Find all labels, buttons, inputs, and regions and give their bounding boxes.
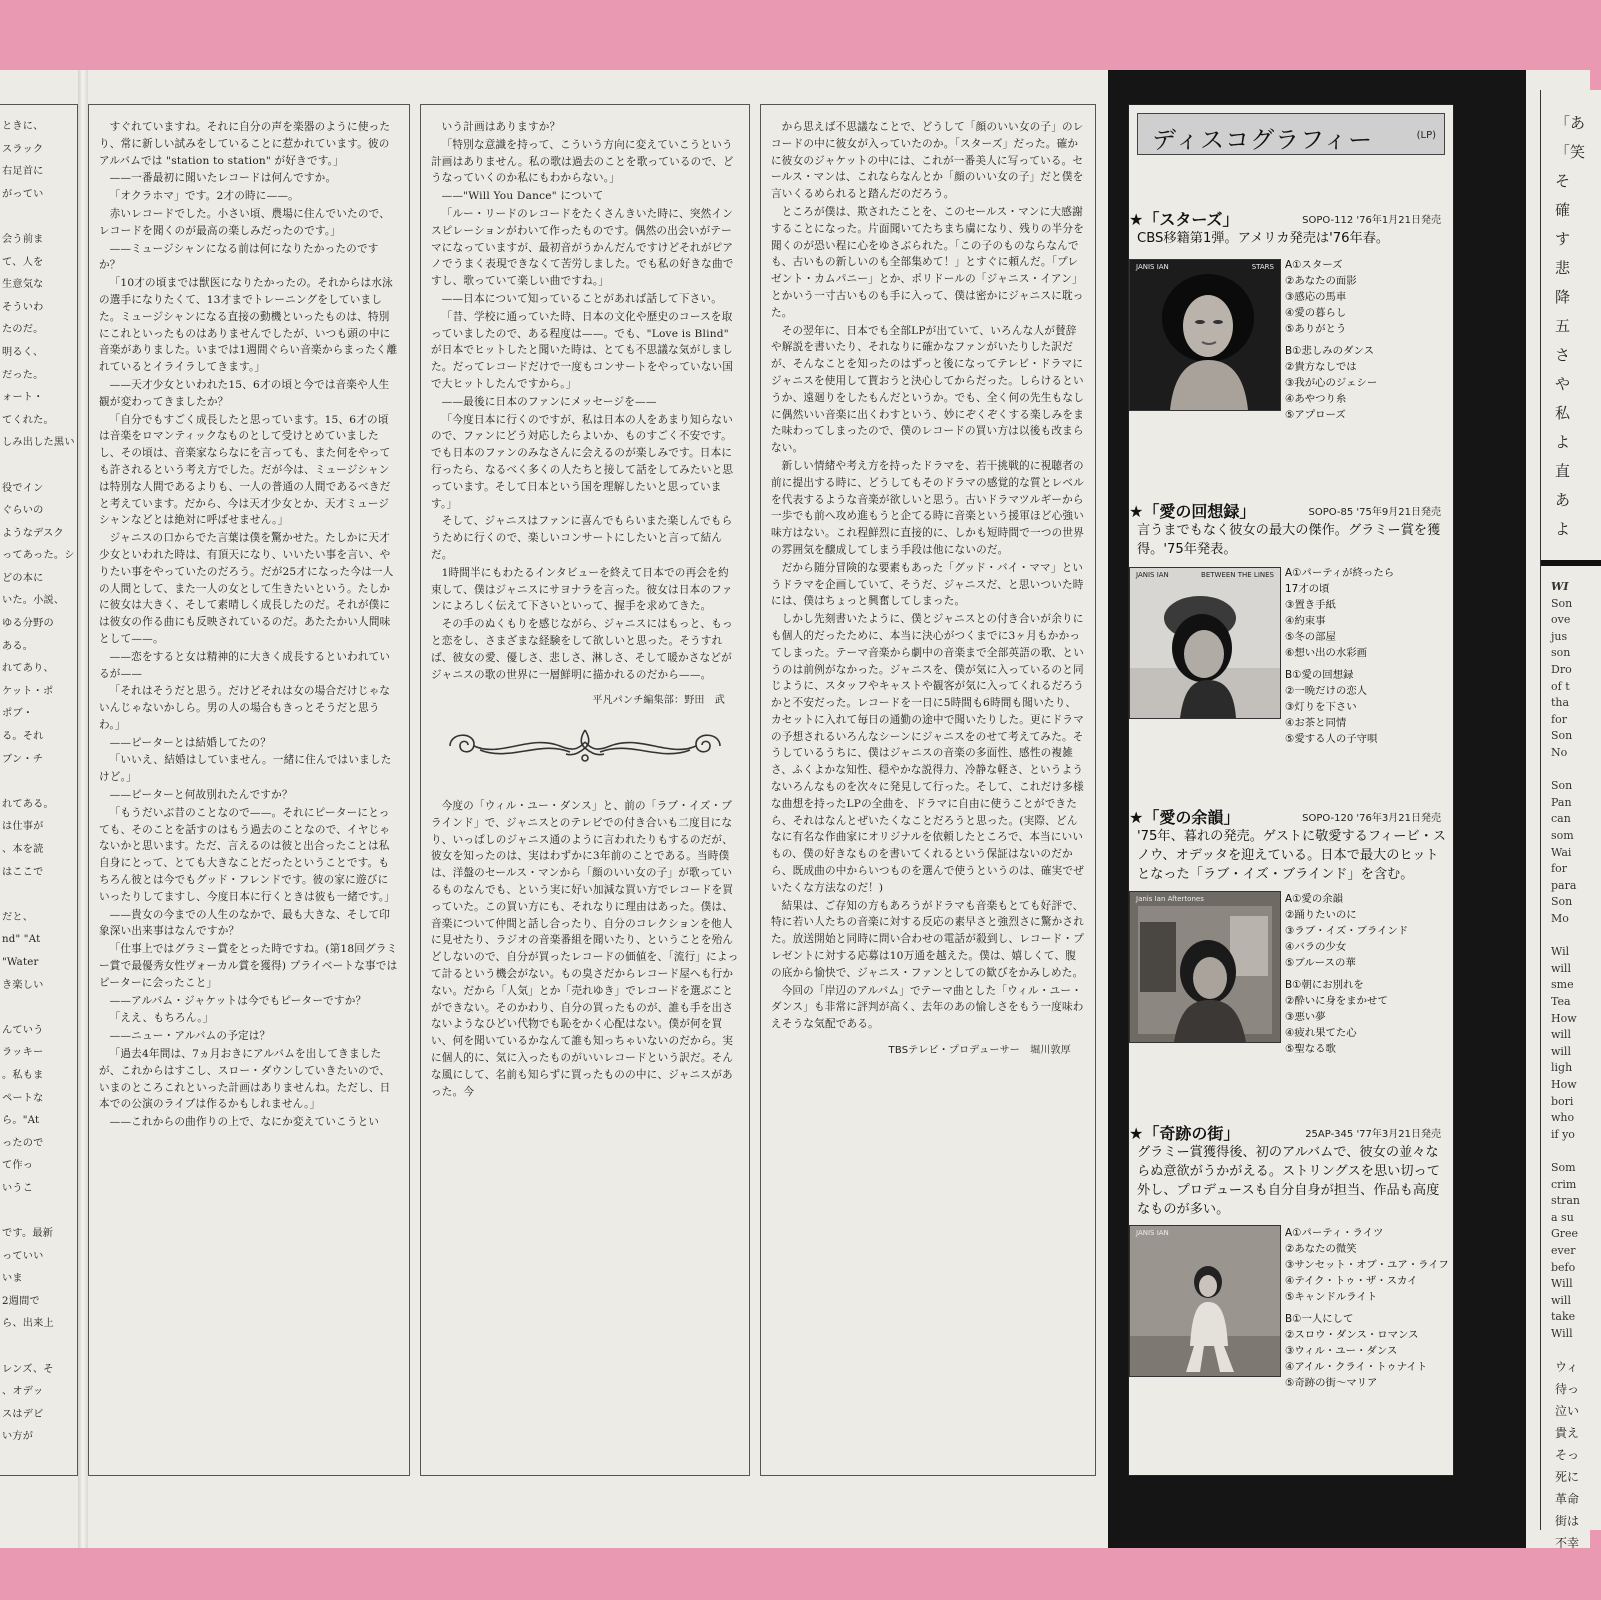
right-lyric-fragment: for [1551,712,1567,726]
track-item: ②踊りたいのに [1285,909,1357,921]
right-lyric-fragment: ove [1551,613,1571,627]
discography-panel [1128,104,1454,1476]
album-description: CBS移籍第1弾。アメリカ発売は'76年春。 [1137,231,1390,246]
album-cover-aftertones [1129,891,1281,1043]
track-item: A①スターズ [1285,259,1343,271]
side-b [1285,1311,1449,1391]
track-item: ④バラの少女 [1285,941,1347,953]
interview-paragraph: その手のぬくもりを感じながら、ジャニスにはもっと、もっと恋をし、さまざまな経験をして欲しいと思った。そうすれば、彼女の愛、優しさ、悲しさ、淋しさ、そして暖かさなどがジャニスの歌の世界に一層鮮明に描かれるのだから——。 [431,618,733,681]
track-item: ⑤ありがとう [1285,323,1347,335]
cover-label: Janis Ian Aftertones [1136,895,1204,903]
interview-paragraph: ——日本について知っていることがあれば話して下さい。 [441,292,723,305]
right-lyric-fragment: will [1551,1044,1571,1058]
text-fragment: 、オデッ [2,1386,44,1398]
track-item: B①朝にお別れを [1285,979,1364,991]
text-fragment: 右足首に [2,166,44,178]
right-lyric-fragment: Will [1551,1277,1573,1291]
text-fragment: ときに、 [2,121,44,132]
track-item: ④愛の暮らし [1285,307,1347,319]
track-item: B①愛の回想録 [1285,669,1354,681]
right-lyric-fragment: son [1551,646,1571,660]
text-fragment: 。私もま [2,1069,44,1081]
track-item: ⑤聖なる歌 [1285,1043,1336,1055]
right-lyric-fragment: Wai [1551,845,1572,859]
text-fragment: いうこ [2,1182,34,1194]
essay-paragraph: から思えば不思議なことで、どうして「顔のいい女の子」のレコードの中に彼女が入っていたのか。「スターズ」だった。確かに彼女のジャケットの中には、これが一番美人に写っている。セールス・マンは、これならなんとか「顔のいい女の子」だと僕を言いくるめられると踏んだのだろう。 [771,121,1084,201]
text-fragment [2,887,67,910]
interview-paragraph: ——ニュー・アルバムの予定は？ [109,1030,271,1043]
right-lyric-fragment: Gree [1551,1227,1579,1241]
text-fragment: ったので [2,1137,44,1149]
text-fragment: ペートな [2,1092,44,1104]
text-fragment: き楽しい [2,979,44,991]
interview-paragraph: すぐれていますね。それに自分の声を楽器のように使ったり、常に新しい試みをしていることに惹かれています。彼のアルバムでは "station to station" が好きです。」 [99,121,391,167]
column-3-signature: TBSテレビ・プロデューサー 堀川敦厚 [888,1045,1071,1057]
text-fragment: どの本に [2,572,44,584]
essay-paragraph: 結果は、ご存知の方もあろうがドラマも音楽もとても好評で、特に若い人たちの音楽に対する反応の素早さと強烈さに驚かされた。放送開始と同時に問い合わせの電話が殺到し、レコード・プレゼントに対する応募は10万通を越えた。僕は、嬉しくて、腹の底から愉快で、ジャニス・ファンとしての歓びをかみしめた。 [771,899,1085,979]
track-item: ③ラブ・イズ・ブラインド [1285,925,1409,937]
album-entry [1129,499,1455,829]
text-fragment: い方が [2,1431,34,1443]
text-fragment: 、本を読 [2,844,44,855]
right-lyric-fragment: a su [1551,1210,1574,1224]
right-lyric-fragment: who [1551,1111,1575,1125]
text-fragment: ケット・ポ [2,685,54,697]
right-lyric-fragment: tha [1551,696,1570,710]
text-fragment [2,1204,67,1227]
right-lyric-fragment: stran [1551,1194,1580,1208]
text-fragment: スラック [2,143,44,155]
text-fragment [2,209,67,232]
right-lyric-fragment: sme [1551,978,1574,992]
interview-paragraph: 「10才の頃までは獣医になりたかったの。それからは水泳の選手になりたくて、13才までトレーニングをしていました。ミュージシャンになる直接の動機といったものは、特別にこれといったものはありませんでしたが、いつも頭の中に音楽がありました。いまでは1週間ぐらい音楽からまったく離れているとイライラしてきます。」 [99,277,398,374]
right-lyric-fragment: bori [1551,1094,1574,1108]
album-cover-between-the-lines [1129,567,1281,719]
track-item: A①パーティ・ライツ [1285,1227,1384,1239]
right-lyric-fragment: ligh [1551,1061,1573,1075]
right-lyric-fragment: will [1551,1293,1571,1307]
album-cover-stars [1129,259,1281,411]
text-fragment: 役でイン [2,482,44,494]
page-fold [78,70,88,1548]
right-lyric-fragment: Wil [1551,945,1570,959]
text-fragment: て、人を [2,256,44,268]
right-text-fragment: 革命 [1555,1492,1580,1506]
track-item: ⑤奇跡の街～マリア [1285,1377,1378,1389]
right-lyric-fragment: take [1551,1310,1576,1324]
essay-paragraph: 今度の「ウィル・ユー・ダンス」と、前の「ラブ・イズ・ブラインド」で、ジャニスとのテレビでの付き合いも二度目になり、いっぱしのジャニス通のように言われたりもするのだが、彼女を知ったのは、実はわずかに3年前のことである。当時僕は、洋盤のセールス・マンから「顔のいい女の子」が歌っているものなんでも、という実に好い加減な買い方でレコードを買っていた。この買い方にも、それなりに理由はあった。僕は、音楽について仲間と話し合ったり、自分のコレクションを他人に見せたり、ラジオの音楽番組を聞いたり、ということを殆んどしないので、自分が買ったレコードの価値を、「流行」によって計るという機会がない。もの臭さだからレコード屋へも行かない。だから「人気」とか「売れゆき」でレコードを選ぶことができない。そのかわり、自分の買ったものが、誰も手を出さないようなひどい代物でも恥をかく心配はない。僕が何を買い、何を聞いているかなんて誰も知っちゃいないのだから。実に個人的に、気に入ったものがいいレコードという訳だ。そんな風にして、名前も知らずに買ったものの中に、ジャニスがあった。今 [431,800,739,1098]
interview-paragraph: 「仕事上ではグラミー賞をとった時ですね。(第18回グラミー賞で最優秀女性ヴォーカル賞を獲得) プライベートな事ではピーターに会ったこと」 [99,943,398,989]
track-item: ④テイク・トゥ・ザ・スカイ [1285,1275,1418,1287]
track-item: ②貴方なしでは [1285,361,1357,373]
portrait-image-icon [1130,260,1280,410]
text-fragment: ら。"At [2,1115,40,1127]
album-entry [1129,1121,1455,1471]
text-fragment: ラッキー [2,1047,44,1059]
side-a [1285,257,1377,337]
right-text-fragment: 泣い [1555,1404,1580,1418]
left-column-fragment [0,104,78,1476]
interview-paragraph: 「今度日本に行くのですが、私は日本の人をあまり知らないので、ファンにどう対応したらよいか、ものすごく不安です。でも日本のファンのみなさんに会えるのが楽しみです。日本に行ったら、なるべく多くの人たちと接して話をしてみたいと思っています。そして日本という国を理解したいと思っています。」 [431,413,734,510]
track-item: ④あやつり糸 [1285,393,1347,405]
track-item: ⑥想い出の水彩画 [1285,647,1368,659]
right-lyric-fragment: Son [1551,779,1573,793]
right-lyric-fragment: crim [1551,1177,1577,1191]
text-fragment [2,458,67,481]
tracklist [1285,565,1394,747]
track-item: A①愛の余韻 [1285,893,1343,905]
interview-paragraph: ——これからの曲作りの上で、なにか変えていこうとい [109,1116,380,1129]
right-text-fragment: さ [1555,346,1571,364]
right-text-fragment: 確 [1555,201,1571,219]
track-item: ④お茶と同情 [1285,717,1347,729]
text-fragment: ある。 [2,640,34,652]
album-entry [1129,805,1455,1135]
text-fragment: だと、 [2,911,34,923]
interview-paragraph: いう計画はありますか？ [441,121,561,133]
interview-paragraph: ——最後に日本のファンにメッセージを—— [441,395,657,408]
right-lyric-fragment: para [1551,878,1577,892]
discography-title: ディスコグラフィー [1152,126,1374,154]
text-fragment: 会う前ま [2,233,44,245]
interview-column-2 [420,104,750,1476]
essay-paragraph: その翌年に、日本でも全部LPが出ていて、いろんな人が賛辞や解説を書いたり、それなりに確かなファンがいたりした訳だが、そんなことを知ったのはずっと後になってテレビ・ドラマにジャニスを使用して貰おうと決心してからだった。しらけるというか、遠廻りをしたもんだというか。でも、全く何の先生もなしに偶然いい音楽に出くわすという、妙にぞくぞくする楽しみをまた味わってしまったので、僕のレコードの買い方は以後も改まらない。 [771,324,1085,455]
essay-paragraph: 今回の「岸辺のアルバム」でテーマ曲とした「ウィル・ユー・ダンス」も非常に評判が高く、去年のあの愉しさをもう一度味わえそうな気配である。 [771,984,1084,1031]
track-item: ⑤ブルースの華 [1285,957,1356,969]
cover-label-2: STARS [1251,263,1274,271]
track-item: ③我が心のジェシー [1285,377,1378,389]
ornament-divider-icon [440,724,730,768]
right-text-fragment: 「笑 [1555,143,1586,161]
side-b [1285,667,1394,747]
text-fragment: んていう [2,1024,44,1036]
right-lyric-fragment: can [1551,812,1571,826]
text-fragment: スはデビ [2,1408,44,1420]
interview-paragraph: 1時間半にもわたるインタビューを終えて日本での再会を約束して、僕はジャニスにサヨナラを言った。彼女は日本のファンによろしく伝えて下さいといって、握手を求めてきた。 [431,566,733,613]
right-lyric-fragment: Pan [1551,795,1572,809]
text-fragment: 2週間で [2,1295,40,1307]
text-fragment: レンズ、そ [2,1363,54,1375]
text-fragment: しみ出した黒い [2,437,75,449]
cover-label: JANIS IAN [1136,263,1169,271]
right-text-fragment: 貴え [1555,1426,1580,1440]
text-fragment: ォート・ [2,392,44,404]
text-fragment: いた。小説、 [2,595,65,607]
interview-paragraph: 「いいえ、結婚はしていません。一緒に住んではいましたけど。」 [99,754,392,784]
album-catalog: SOPO-120 '76年3月21日発売 [1302,813,1441,824]
right-text-fragment: 五 [1555,317,1571,335]
text-fragment [2,1339,67,1362]
right-lyric-fragment: ever [1551,1244,1576,1257]
text-fragment: れてある。 [2,798,54,810]
essay-paragraph: ところが僕は、欺されたことを、このセールス・マンに大感謝することになった。片面聞いてたちまち虜になり、残りの半分を聞くのが恐い程に心をゆさぶられた。「この子のものならなんでも、古いもの新しいのも全部集めて！」とすぐに頼んだ。「プレゼント・カムパニー」とか、ポリドールの「ジャニス・イアン」とかいう一寸古いものも手に入って、僕は密かにジャニスに耽った。 [771,205,1085,319]
track-item: ③置き手紙 [1285,599,1336,611]
text-fragment: 生意気な [2,279,44,291]
cover-label-2: BETWEEN THE LINES [1201,571,1274,579]
column-2-signature: 平凡パンチ編集部：野田 武 [592,695,725,707]
right-lyric-fragment: for [1551,862,1567,876]
track-item: ②あなたの面影 [1285,275,1357,287]
right-text-fragment: あ [1555,491,1571,509]
text-fragment: いま [2,1273,23,1285]
track-item: A①パーティが終ったら [1285,567,1395,579]
text-fragment [2,1000,67,1023]
text-fragment: て作っ [2,1160,34,1172]
right-lyric-fragment: Son [1551,596,1573,610]
track-item: ⑤キャンドルライト [1285,1291,1378,1303]
interview-paragraph: ——ピーターとは結婚してたの？ [109,736,272,749]
right-text-fragment: 待っ [1555,1382,1580,1396]
interview-paragraph: 「ええ、もちろん。」 [109,1012,214,1025]
right-text-fragment: よ [1555,520,1571,538]
right-text-fragment: そっ [1555,1448,1580,1462]
right-text-fragment: や [1555,375,1571,393]
essay-paragraph: しかし先刻書いたように、僕とジャニスとの付き合いが余りにも個人的だったために、本当に決心がつくまでに3ヶ月もかかってしまった。テーマ音楽から劇中の音楽まで全部英語の歌、というのは前例がなかった。ジャニスを、僕が気に入っているのと同じように、スタッフやキャストや観客が気に入ってくれるだろうかと不安だった。レコードを一日に5時間も6時間も聞いたり、カセットに入れて毎日の通勤の途中で聞いたりした。更にドラマの予想されるいろんなシーンにジャニスをのせて考えてみた。そうしているうちに、僕はジャニスの音楽の多面性、感性の複雑さ、ふくよかな知性、穏やかな説得力、冷静な軽さ、というようないろんなものを次々に発見して行った。そして、これだけ多様な曲想を持ったLPの全曲を、ドラマに自由に使うことができたら、それはなんとぜいたくなことだろうと思った。(実際、どんなに有名な作曲家にオリジナルを依頼したところで、本当にいいもの、僕の好きなものを書いてくれるという保証はないのだから、既成曲の中からいつものを選んで使うというのは、確実でぜいたくな方法なのだ！) [771,613,1085,894]
interview-paragraph: ——一番最初に聞いたレコードは何んですか。 [109,172,337,185]
text-fragment: ってあった。シ [2,550,75,562]
right-text-fragment: 私 [1555,404,1571,422]
discography-lp-label: (LP) [1416,130,1436,141]
interview-paragraph: ——恋をすると女は精神的に大きく成長するといわれているが—— [99,650,391,680]
interview-paragraph: 「オクラホマ」です。2才の時に——。 [109,190,299,203]
right-lyric-fragment: if yo [1551,1127,1575,1141]
album-catalog: SOPO-85 '75年9月21日発売 [1308,507,1441,518]
track-item: ②スロウ・ダンス・ロマンス [1285,1329,1419,1341]
interview-paragraph: 「自分でもすごく成長したと思っています。15、6才の頃は音楽をロマンティックなものとして受けとめていましたし、その頃は、音楽家ならなにを言っても、また何をやっても許されるという考え方でした。だが今は、ミュージシャンは特別な人間であるよりも、一人の普通の人間であるべきだと考えています。だから、今は天才少女とか、天才ミュージシャンなどとは絶対に呼ばせません。」 [99,413,391,527]
tracklist [1285,891,1408,1057]
track-item: B①悲しみのダンス [1285,345,1374,357]
text-fragment: ぐらいの [2,505,44,517]
right-page-fragment [1540,90,1601,1550]
track-item: ⑤冬の部屋 [1285,631,1336,643]
right-text-fragment: 降 [1555,288,1571,306]
text-fragment: れてあり、 [2,663,54,675]
text-fragment: です。最新 [2,1228,54,1240]
interview-paragraph: 「過去4年間は、7ヵ月おきにアルバムを出してきましたが、これからはすこし、スロー・ダウンしていきたいので、いまのところこれといった計画はありませんね。ただし、日本での公演のライブは作るかもしれません。」 [99,1048,391,1111]
track-item: ②あなたの微笑 [1285,1243,1357,1255]
right-lyric-fragment: Som [1551,1161,1576,1174]
right-lyric-fragment: jus [1551,629,1568,643]
interview-paragraph: 「昔、学校に通っていた時、日本の文化や歴史のコースを取っていましたので、ある程度は——。でも、"Love is Blind" が日本でヒットしたと聞いた時は、とても不思議な気がしました。だってレコードだけで一度もコンサートをやっていない国で大ヒットしたんですから。」 [431,310,734,390]
portrait-image-icon [1130,892,1280,1042]
album-title: ★「愛の回想録」 [1129,502,1256,521]
text-fragment: はここで [2,866,44,878]
text-fragment [2,774,67,797]
right-text-fragment: す [1555,230,1571,248]
right-lyric-fragment: Mo [1551,912,1569,925]
text-fragment: ら、出来上 [2,1318,54,1330]
track-item: 17才の頃 [1285,583,1330,595]
right-text-fragment: 街は [1555,1514,1580,1528]
track-item: ⑤愛する人の子守唄 [1285,733,1378,745]
interview-paragraph: ——"Will You Dance" について [441,190,604,203]
track-item: ③ウィル・ユー・ダンス [1285,1345,1398,1357]
text-fragment: てくれた。 [2,414,54,426]
side-a [1285,891,1408,971]
track-item: B①一人にして [1285,1313,1354,1325]
track-item: ③サンセット・オブ・ユア・ライフ [1285,1259,1449,1271]
right-lyric-fragment: WI [1551,580,1569,593]
right-lyric-fragment: Tea [1551,995,1571,1008]
album-title: ★「愛の余韻」 [1129,808,1240,827]
essay-paragraph: だから随分冒険的な要素もあった「グッド・バイ・ママ」というドラマを企画していて、そうだ、ジャニスだ、と思いついた時には、僕はちょっと興奮してしまった。 [771,561,1084,608]
album-description: '75年、暮れの発売。ゲストに敬愛するフィービ・スノウ、オデッタを迎えている。日本で最大のヒットとなった「ラブ・イズ・ブラインド」を含む。 [1137,829,1446,882]
interview-paragraph: ——アルバム・ジャケットは今でもピーターですか？ [109,994,367,1007]
portrait-image-icon [1130,568,1280,718]
tracklist [1285,1225,1449,1391]
interview-paragraph: 赤いレコードでした。小さい頃、農場に住んでいたので、レコードを聞くのが最高の楽しみだったのです。」 [99,207,391,237]
right-text-fragment: ウィ [1555,1360,1579,1374]
text-fragment: っていい [2,1250,44,1262]
track-item: ⑤アプローズ [1285,409,1346,421]
right-text-fragment: よ [1555,433,1571,451]
track-item: ③灯りを下さい [1285,701,1357,713]
right-lyric-fragment: of t [1551,679,1570,693]
track-item: ③感応の馬車 [1285,291,1347,303]
interview-paragraph: ジャニスの口からでた言葉は僕を驚かせた。たしかに天才少女といわれた時は、有頂天になり、いいたい事を言い、やりたい事をやっていたのだろう。だが25才になった今は一人の人間として、また一人の女として生きたいという。たしかに彼女は大きく、そして素晴しく成長したのだ。それが僕には彼女の作る曲にも反映されているのだ。あたたかい人間味として——。 [99,532,394,645]
text-fragment: は仕事が [2,821,44,833]
text-fragment: ようなデスク [2,527,64,539]
interview-paragraph: そして、ジャニスはファンに喜んでもらいまた楽しんでもらうために行くので、楽しいコンサートにしたいと言って結んだ。 [431,515,733,561]
right-lyric-fragment: How [1551,1011,1577,1025]
side-a [1285,565,1394,661]
text-fragment: nd" "At [2,934,41,946]
right-text-fragment: 不幸 [1555,1536,1580,1550]
right-lyric-fragment: Dro [1551,663,1572,676]
interview-paragraph: 「ルー・リードのレコードをたくさんきいた時に、突然インスピレーションがわいて作ったものです。偶然の出会いがテーマになっていますが、最初音がうかんだんですけどそれがピアノでうまく表現できなくて苦労しました。でも私の好きな曲ですし、歌っていて楽しい曲ですね。」 [431,207,734,288]
text-fragment: ポブ・ [2,708,34,720]
tracklist [1285,257,1377,423]
track-item: ④約束事 [1285,615,1326,627]
album-title: ★「スターズ」 [1129,210,1239,229]
track-item: ②酔いに身をまかせて [1285,995,1388,1007]
interview-paragraph: ——貴女の今までの人生のなかで、最も大きな、そして印象深い出来事はなんですか？ [99,908,391,938]
interview-paragraph: 「特別な意識を持って、こういう方向に変えていこうという計画はありません。私の歌は過去のことを歌っているので、どうなっていくのか私にもわからない。」 [431,138,734,185]
album-catalog: SOPO-112 '76年1月21日発売 [1302,215,1441,226]
side-a [1285,1225,1449,1305]
right-lyric-fragment: will [1551,961,1571,975]
album-catalog: 25AP-345 '77年3月21日発売 [1305,1129,1441,1140]
text-fragment: そういわ [2,301,44,313]
interview-paragraph: ——天才少女といわれた15、6才の頃と今では音楽や人生観が変わってきましたか？ [99,378,390,408]
text-fragment: たのだ。 [2,324,44,336]
text-fragment: ブン・チ [2,753,44,765]
side-b [1285,343,1377,423]
text-fragment: だった。 [2,369,44,381]
right-lyric-fragment: How [1551,1078,1577,1091]
right-lyric-fragment: som [1551,829,1574,842]
right-text-fragment: 悲 [1555,259,1571,277]
text-fragment: 明るく、 [2,346,44,358]
interview-column-1 [88,104,410,1476]
right-lyric-fragment: befo [1551,1260,1576,1274]
text-fragment: る。それ [2,731,44,743]
interview-paragraph: 「もうだいぶ昔のことなので——。それにピーターにとっても、そのことを話すのはもう過去のことなので、イヤじゃないかと思います。ただ、言えるのは彼と出合ったことは私自身にとって、とても大きなことだったということです。もちろん彼とは今でもグッド・フレンドです。彼の家に遊びにいったりしてますし、今度日本に行くときは彼も一緒です。」 [99,806,396,903]
album-title: ★「奇跡の街」 [1129,1124,1240,1143]
right-lyric-fragment: Son [1551,895,1573,909]
right-lyric-fragment: Will [1551,1327,1573,1340]
track-item: ②一晩だけの恋人 [1285,685,1368,697]
right-text-fragment: そ [1555,172,1571,190]
interview-paragraph: ——ピーターと何故別れたんですか？ [109,789,293,802]
right-lyric-fragment: No [1551,746,1568,759]
text-fragment: がってい [2,188,44,200]
right-text-fragment: 「あ [1555,114,1586,132]
interview-paragraph: ——ミュージシャンになる前は何になりたかったのですか？ [99,242,379,272]
album-cover-miracle-row [1129,1225,1281,1377]
cover-label: JANIS IAN [1136,571,1169,579]
text-fragment: ゆる分野の [2,618,54,630]
right-text-fragment: 死に [1555,1470,1580,1484]
producer-column [760,104,1096,1476]
side-b [1285,977,1408,1057]
interview-paragraph: 「それはそうだと思う。だけどそれは女の場合だけじゃないんじゃないかしら。男の人の場合もきっとそうだと思うわ。」 [99,685,391,731]
right-page-rule [1541,560,1601,566]
discography-header [1137,113,1445,155]
right-lyric-fragment: will [1551,1028,1571,1042]
track-item: ④アイル・クライ・トゥナイト [1285,1361,1428,1373]
track-item: ④疲れ果てた心 [1285,1027,1357,1039]
track-item: ③悪い夢 [1285,1011,1326,1023]
right-lyric-fragment: Son [1551,729,1573,743]
right-text-fragment: 直 [1555,462,1571,480]
text-fragment: "Water [2,956,39,968]
album-description: グラミー賞獲得後、初のアルバムで、彼女の並々ならぬ意欲がうかがえる。ストリングスを思い切って外し、プロデュースも自分自身が担当、作品も高度なものが多い。 [1137,1145,1440,1217]
cover-label: JANIS IAN [1136,1229,1169,1237]
essay-paragraph: 新しい情緒や考え方を持ったドラマを、若干挑戦的に視聴者の前に提出する時に、どうしてもそのドラマの感覚的な質とレベルを代表するような音楽が欲しいと思う。古いドラマツルギーから一歩でも前へ攻め進もうと企てる時に音楽という援軍ほど心強い味方はない。これ程鮮烈に直接的に、しかも短時間で一つの世界の雰囲気を醸成してしまう手段は他にないのだ。 [771,459,1085,556]
album-description: 言うまでもなく彼女の最大の傑作。グラミー賞を獲得。'75年発表。 [1137,523,1441,557]
portrait-image-icon [1130,1226,1280,1376]
